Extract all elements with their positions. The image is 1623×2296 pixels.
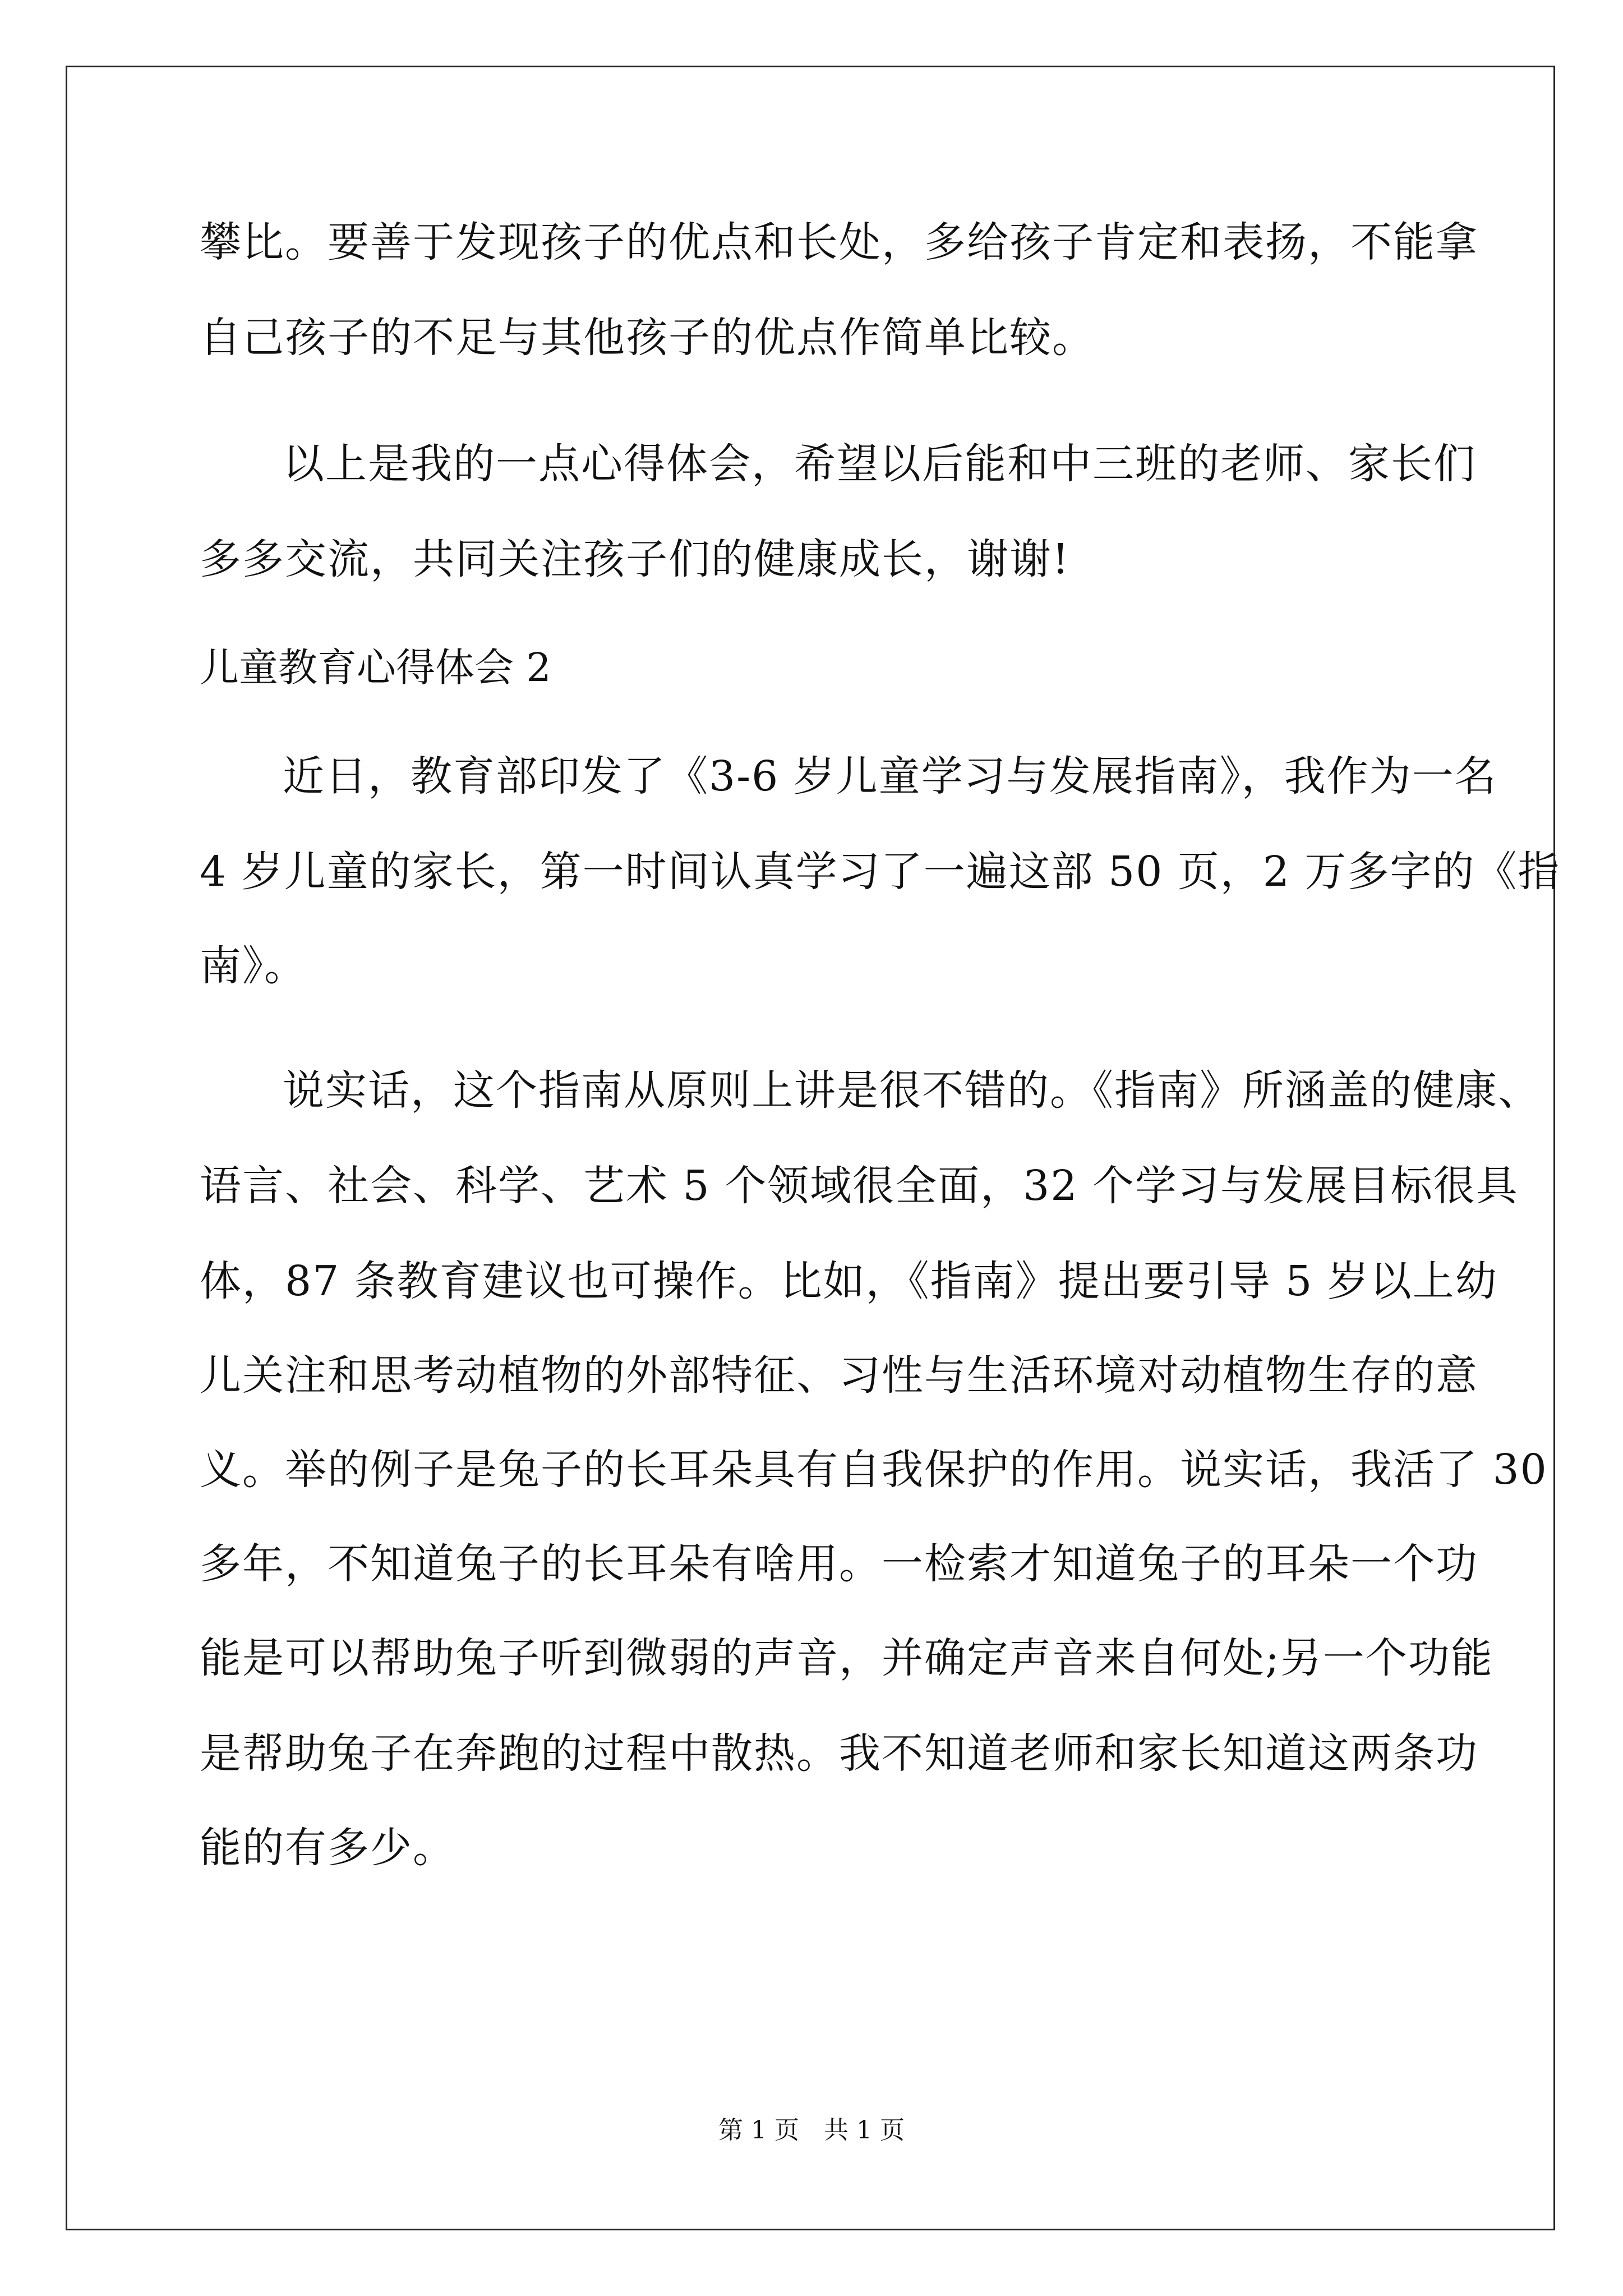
text-line: 多多交流，共同关注孩子们的健康成长，谢谢!	[200, 535, 1070, 583]
text-line: 多年，不知道兔子的长耳朵有啥用。一检索才知道兔子的耳朵一个功	[200, 1540, 1478, 1588]
text-line: 说实话，这个指南从原则上讲是很不错的。《指南》所涵盖的健康、	[283, 1066, 1541, 1115]
text-line: 近日，教育部印发了《3-6 岁儿童学习与发展指南》，我作为一名	[283, 752, 1497, 800]
page-border	[66, 66, 1561, 2230]
text-line: 是帮助兔子在奔跑的过程中散热。我不知道老师和家长知道这两条功	[200, 1729, 1478, 1778]
text-line: 语言、社会、科学、艺术 5 个领域很全面，32 个学习与发展目标很具	[200, 1162, 1519, 1210]
text-line: 体，87 条教育建议也可操作。比如，《指南》提出要引导 5 岁以上幼	[200, 1257, 1498, 1305]
text-line: 自己孩子的不足与其他孩子的优点作简单比较。	[200, 314, 1095, 362]
text-line: 攀比。要善于发现孩子的优点和长处，多给孩子肯定和表扬，不能拿	[200, 218, 1478, 266]
text-line: 以上是我的一点心得体会，希望以后能和中三班的老师、家长们	[283, 440, 1476, 488]
text-line: 义。举的例子是兔子的长耳朵具有自我保护的作用。说实话，我活了 30	[200, 1446, 1548, 1494]
text-line: 能的有多少。	[200, 1824, 455, 1872]
text-line: 能是可以帮助兔子听到微弱的声音，并确定声音来自何处;另一个功能	[200, 1634, 1493, 1682]
text-line: 南》。	[200, 942, 307, 990]
text-line: 4 岁儿童的家长，第一时间认真学习了一遍这部 50 页，2 万多字的《指	[200, 848, 1561, 896]
text-line: 儿关注和思考动植物的外部特征、习性与生活环境对动植物生存的意	[200, 1351, 1478, 1400]
section-heading: 儿童教育心得体会 2	[200, 645, 551, 691]
page-footer: 第 1 页 共 1 页	[718, 2116, 905, 2145]
